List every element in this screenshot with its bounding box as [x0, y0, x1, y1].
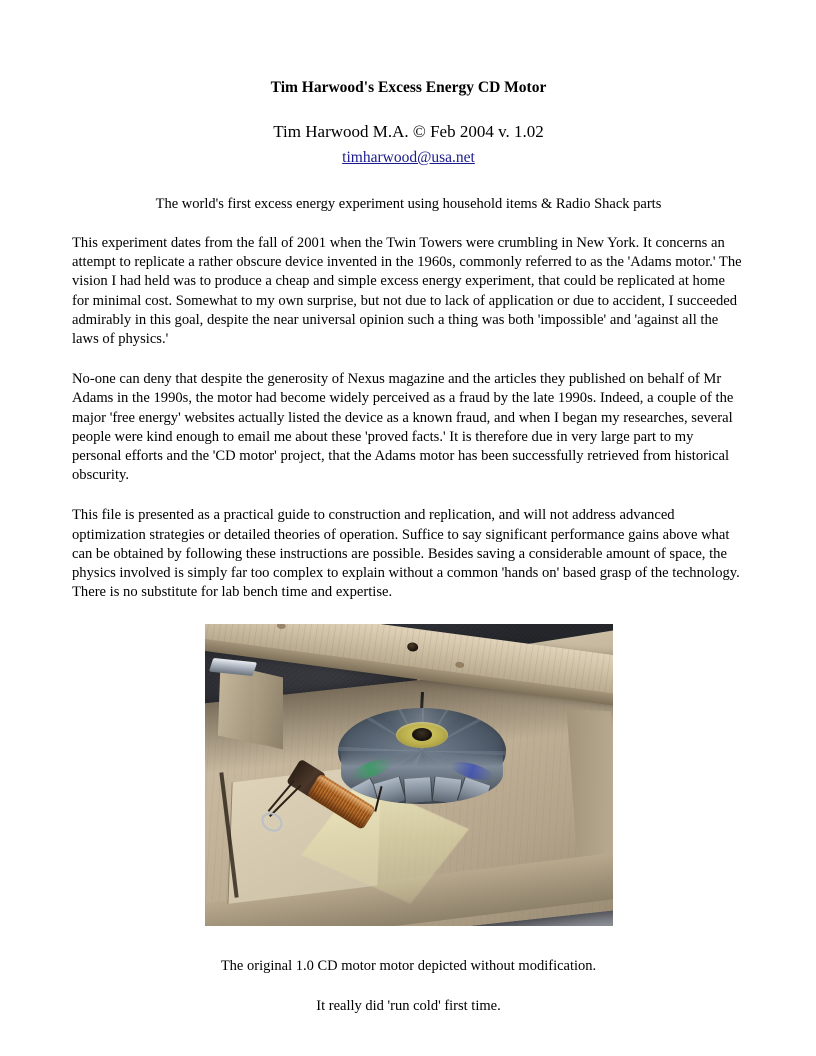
cd-motor-photograph — [205, 624, 613, 926]
author-email-link[interactable]: timharwood@usa.net — [342, 149, 475, 166]
photo-vertical-leg-face — [253, 671, 283, 750]
photo-rotor-magnet — [403, 778, 433, 804]
body-paragraph-2: No-one can deny that despite the generosity of Nexus magazine and the articles they published on behalf of Mr Adams in the 1990s, the motor had become widely perceived as a fraud by the late 1990s. Indeed, a couple of the major 'free energy' websites actually listed the device as a known fraud, and when I began my researches, several people were kind enough to email me about these 'proved facts.' It is therefore due in very large part to my personal efforts and the 'CD motor' project, that the Adams motor has been successfully retrieved from historical obscurity. — [72, 371, 734, 484]
figure-cd-motor — [72, 602, 745, 1015]
email-line — [72, 142, 745, 167]
body-paragraph-3: This file is presented as a practical guide to construction and replication, and will not address advanced optimization strategies or detailed theories of operation. Suffice to say significant performance gains above what can be obtained by following these instructions are possible. Besides saving a considerable amount of space, the physics involved is simply far too complex to explain without a common 'hands on' based grasp of the technology. There is no substitute for lab bench time and expertise. — [72, 507, 740, 601]
page-title: Tim Harwood's Excess Energy CD Motor — [270, 79, 547, 96]
figure-caption-2: It really did 'run cold' first time. — [316, 998, 501, 1015]
photo-wire-clip — [257, 809, 285, 836]
page-subtitle: The world's first excess energy experiment using household items & Radio Shack parts — [155, 196, 662, 212]
author-byline: Tim Harwood M.A. © Feb 2004 v. 1.02 — [273, 122, 544, 141]
body-paragraph-1: This experiment dates from the fall of 2001 when the Twin Towers were crumbling in New York. It concerns an attempt to replicate a rather obscure device invented in the 1960s, commonly referred to as the 'Adams motor.' The vision I had held was to produce a cheap and simple excess energy experiment, that could be replicated at home for minimal cost. Somewhat to my own surprise, but not due to lack of application or due to accident, I succeeded admirably in this goal, despite the near universal opinion such a thing was both 'impossible' and 'against all the laws of physics.' — [72, 235, 742, 348]
figure-caption-1: The original 1.0 CD motor motor depicted without modification. — [220, 958, 597, 975]
document-content — [72, 72, 745, 1015]
